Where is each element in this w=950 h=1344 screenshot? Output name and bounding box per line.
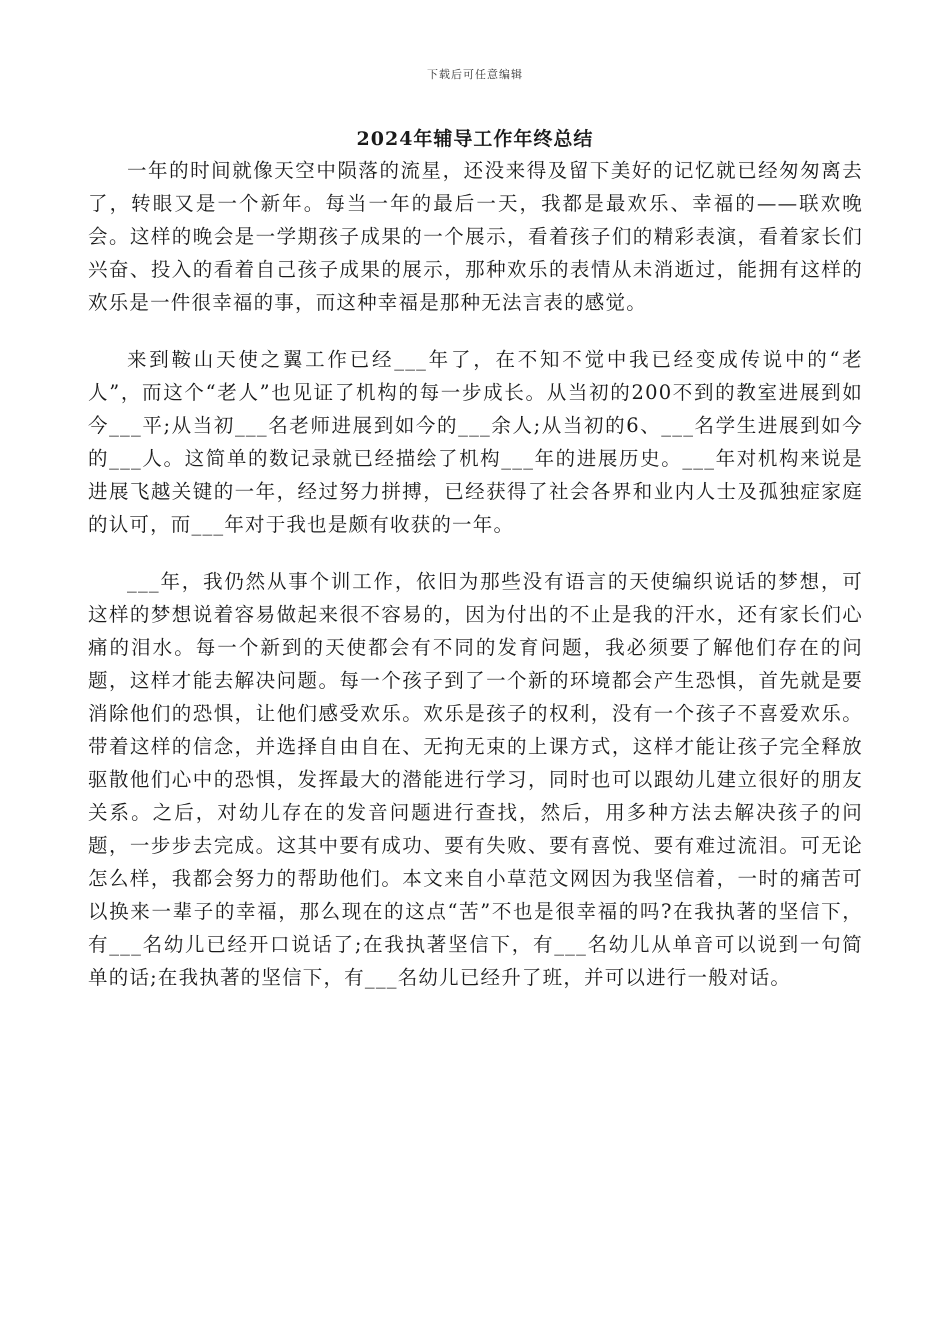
paragraph-1: 一年的时间就像天空中陨落的流星，还没来得及留下美好的记忆就已经匆匆离去了，转眼又是一个新年。每当一年的最后一天，我都是最欢乐、幸福的——联欢晚会。这样的晚会是一学期孩子成果的一个展示，看着孩子们的精彩表演，看着家长们兴奋、投入的看着自己孩子成果的展示，那种欢乐的表情从未消逝过，能拥有这样的欢乐是一件很幸福的事，而这种幸福是那种无法言表的感觉。 [88, 159, 863, 314]
document-title: 2024年辅导工作年终总结 [356, 128, 594, 150]
header-note: 下载后可任意编辑 [427, 68, 523, 81]
paragraph-2: 来到鞍山天使之翼工作已经___年了，在不知不觉中我已经变成传说中的“老人”，而这个“老人”也见证了机构的每一步成长。从当初的200不到的教室进展到如今___平;从当初___名老师进展到如今的___余人;从当初的6、___名学生进展到如今的___人。这简单的数记录就已经描绘了机构___年的进展历史。___年对机构来说是进展飞越关键的一年，经过努力拼搏，已经获得了社会各界和业内人士及孤独症家庭的认可，而___年对于我也是颇有收获的一年。 [88, 348, 863, 536]
document-body [88, 154, 863, 994]
paragraph-3: ___年，我仍然从事个训工作，依旧为那些没有语言的天使编织说话的梦想，可这样的梦想说着容易做起来很不容易的，因为付出的不止是我的汗水，还有家长们心痛的泪水。每一个新到的天使都会有不同的发育问题，我必须要了解他们存在的问题，这样才能去解决问题。每一个孩子到了一个新的环境都会产生恐惧，首先就是要消除他们的恐惧，让他们感受欢乐。欢乐是孩子的权利，没有一个孩子不喜爱欢乐。带着这样的信念，并选择自由自在、无拘无束的上课方式，这样才能让孩子完全释放驱散他们心中的恐惧，发挥最大的潜能进行学习，同时也可以跟幼儿建立很好的朋友关系。之后，对幼儿存在的发音问题进行查找，然后，用多种方法去解决孩子的问题，一步步去完成。这其中要有成功、要有失败、要有喜悦、要有难过流泪。可无论怎么样，我都会努力的帮助他们。本文来自小草范文网因为我坚信着，一时的痛苦可以换来一辈子的幸福，那么现在的这点“苦”不也是很幸福的吗?在我执著的坚信下，有___名幼儿已经开口说话了;在我执著坚信下，有___名幼儿从单音可以说到一句简单的话;在我执著的坚信下，有___名幼儿已经升了班，并可以进行一般对话。 [88, 570, 863, 989]
